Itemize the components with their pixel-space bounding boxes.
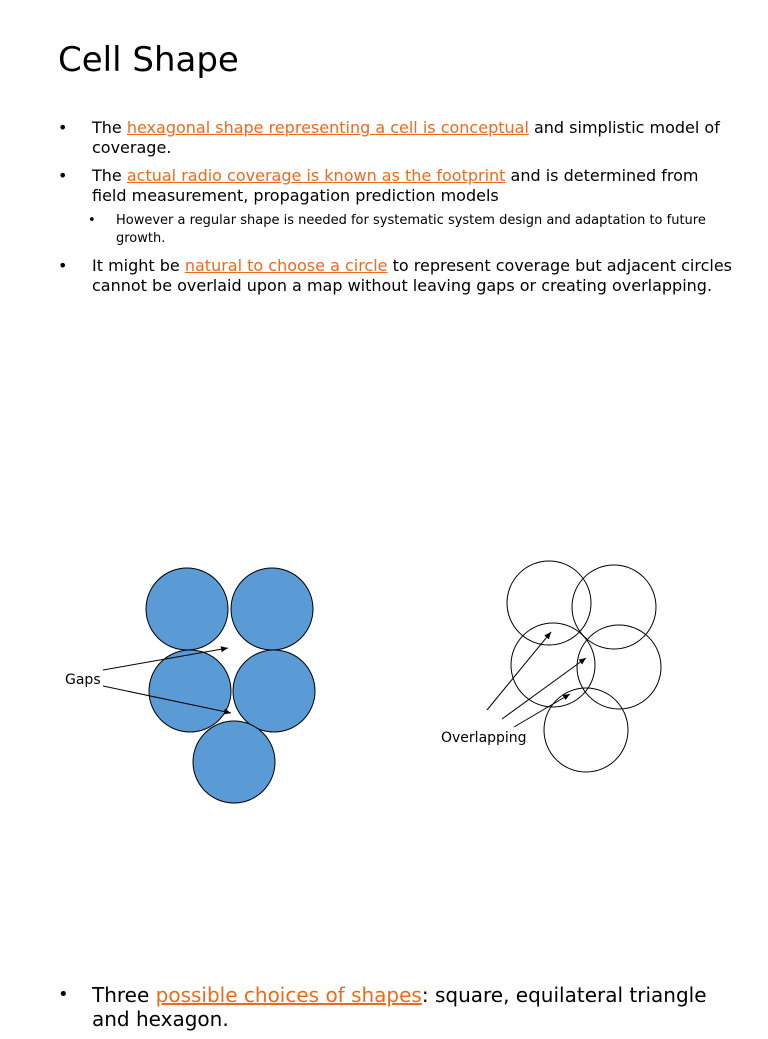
gaps-label: Gaps: [65, 672, 101, 688]
bullet-dot: •: [58, 256, 68, 275]
bullet-text-pre: Three: [92, 983, 156, 1007]
filled-circle: [146, 568, 228, 650]
bullet-dot: •: [88, 213, 96, 228]
filled-circle: [231, 568, 313, 650]
overlap-diagram: [441, 561, 661, 772]
bottom-bullet-list: [58, 983, 738, 1039]
overlap-arrow: [514, 694, 570, 727]
bullet-dot: •: [58, 166, 68, 185]
slide-title: Cell Shape: [58, 40, 239, 80]
bullet-text-post: : square, equilateral triangle and hexagon.: [92, 983, 707, 1031]
sub-bullet-text: However a regular shape is needed for systematic system design and adaptation to future growth.: [116, 213, 706, 246]
filled-circle: [233, 650, 315, 732]
bullet-text-pre: The: [92, 166, 127, 185]
filled-circle: [149, 650, 231, 732]
bullet-link[interactable]: natural to choose a circle: [184, 256, 388, 275]
bullet-link[interactable]: hexagonal shape representing a cell is conceptual: [126, 118, 529, 137]
bullet-link[interactable]: possible choices of shapes: [155, 983, 422, 1007]
outline-circle: [544, 688, 628, 772]
bullet-text-pre: It might be: [92, 256, 185, 275]
filled-circle: [193, 721, 275, 803]
outline-circle: [507, 561, 591, 645]
bullet-dot: •: [58, 118, 68, 137]
gaps-diagram: [65, 568, 315, 803]
bullet-link[interactable]: actual radio coverage is known as the footprint: [126, 166, 506, 185]
bullet-text-post: and is determined from field measurement, propagation prediction models: [92, 166, 699, 205]
bullet-text-pre: The: [92, 118, 127, 137]
bullet-text-post: and simplistic model of coverage.: [92, 118, 720, 157]
outline-circle: [577, 625, 661, 709]
overlap-label: Overlapping: [441, 730, 527, 746]
bullet-text-post: to represent coverage but adjacent circles cannot be overlaid upon a map without leaving gaps or creating overlapping.: [92, 256, 732, 295]
overlap-arrow: [487, 632, 551, 710]
bullet-dot: •: [58, 984, 69, 1005]
outline-circle: [572, 565, 656, 649]
